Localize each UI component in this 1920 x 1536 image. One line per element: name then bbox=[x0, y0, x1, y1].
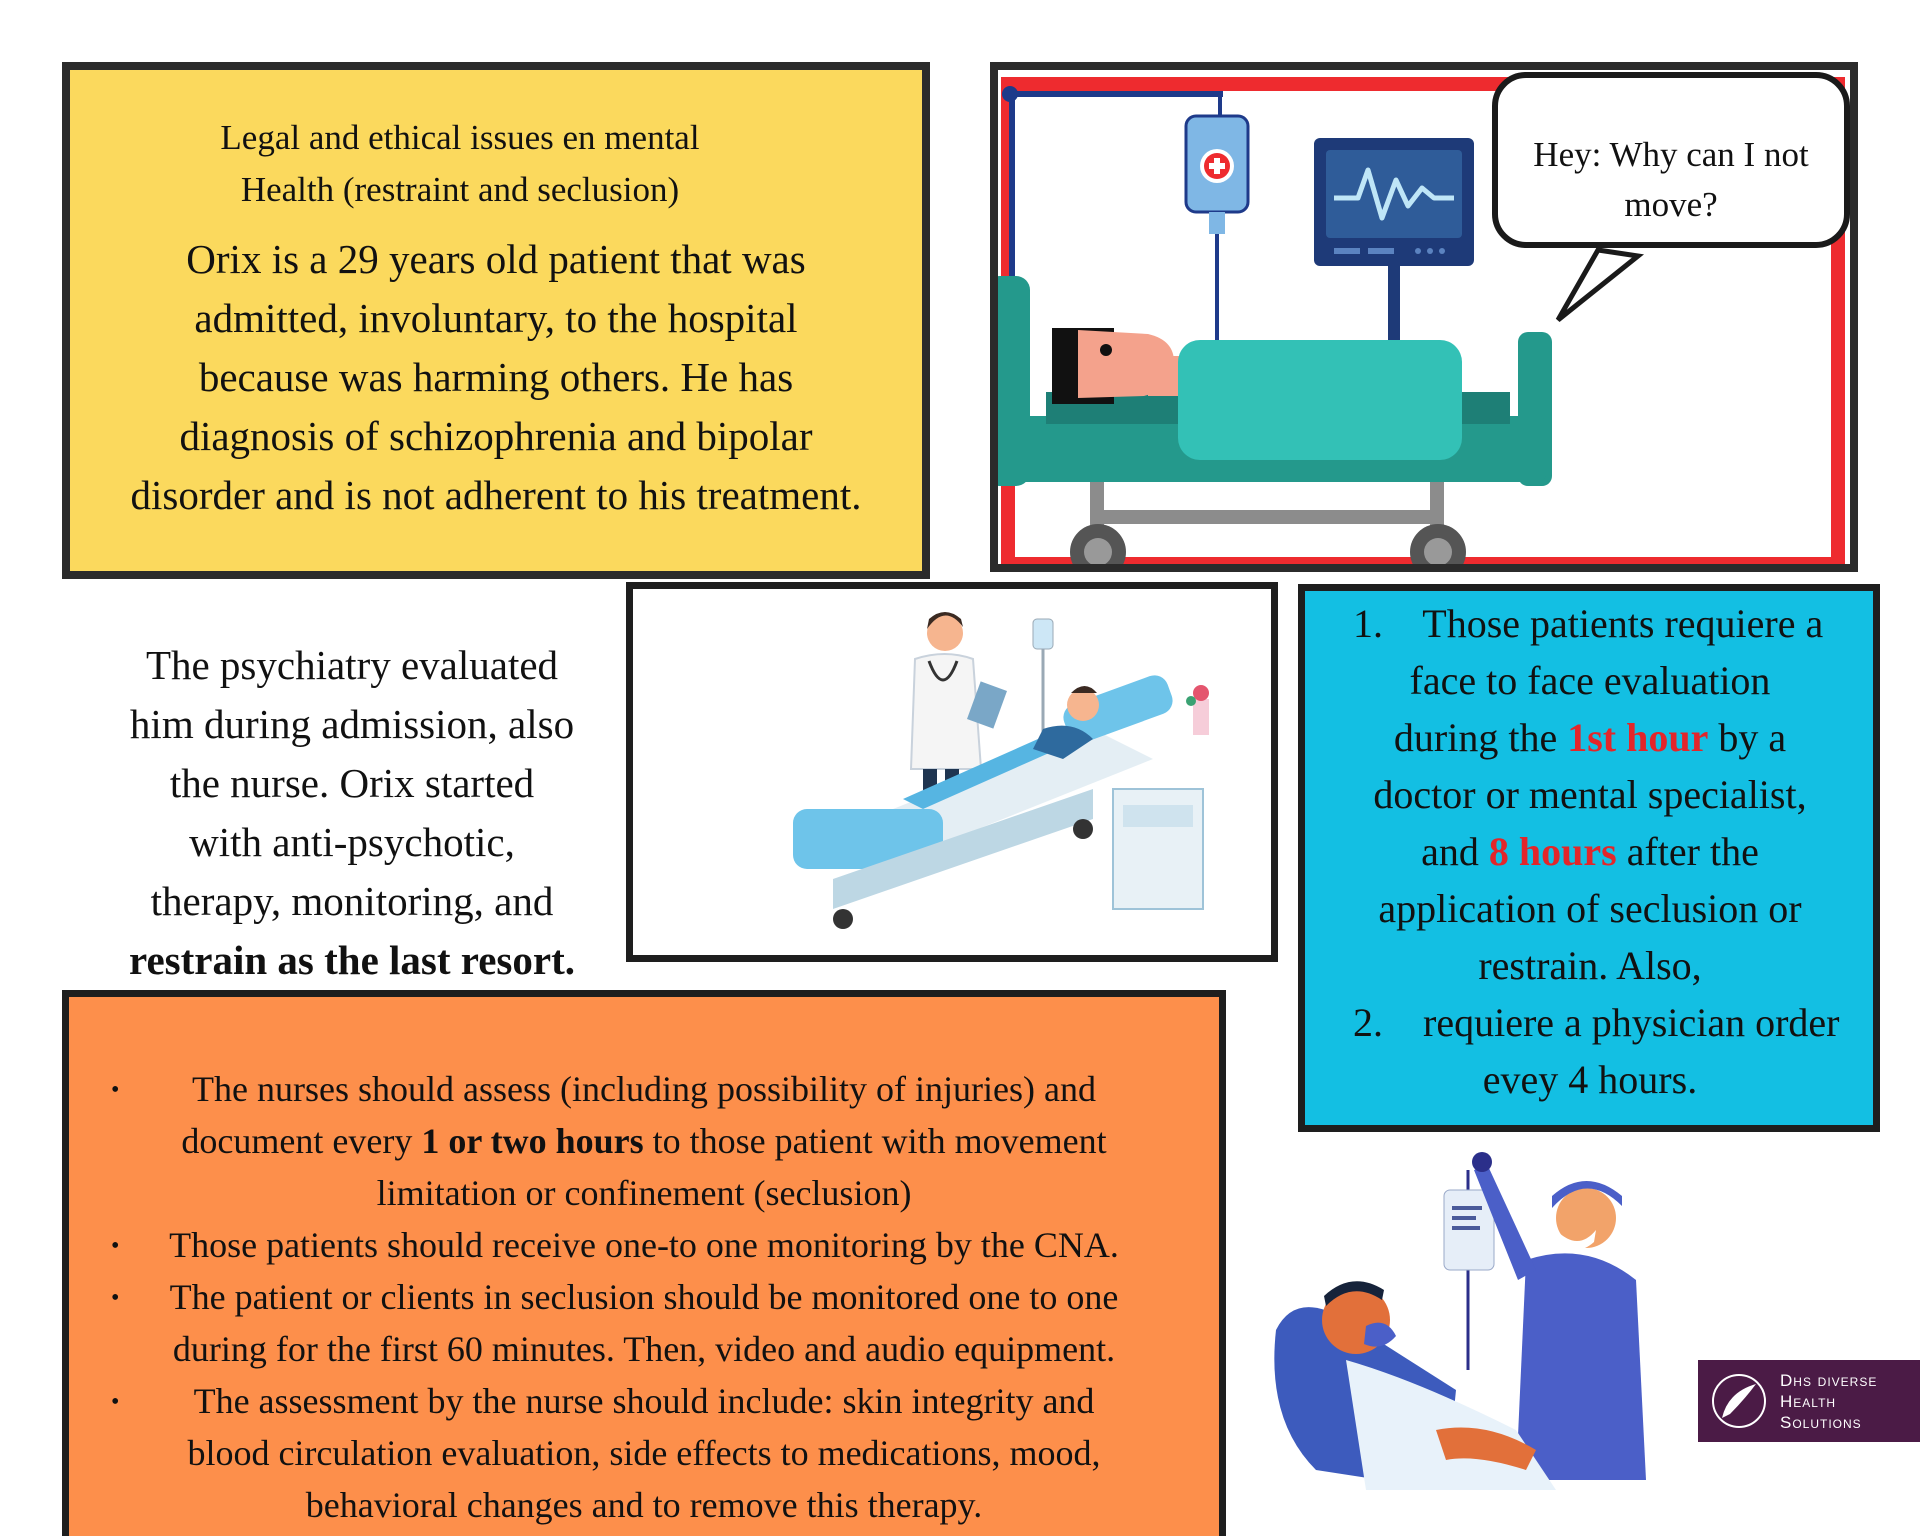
requirement-2-line: evey 4 hours. bbox=[1482, 1057, 1698, 1102]
requirement-2-line: 2. requiere a physician order bbox=[1353, 1000, 1840, 1045]
assessment-content-line: The assessment by the nurse should include: skin integrity and bbox=[193, 1381, 1095, 1421]
list-number-2: 2. bbox=[1353, 1000, 1383, 1045]
case-line: diagnosis of schizophrenia and bipolar bbox=[179, 413, 813, 459]
requirement-1-line: 1. Those patients requiere a bbox=[1353, 601, 1824, 646]
admission-text bbox=[82, 636, 622, 990]
doctor-patient-illustration bbox=[626, 582, 1278, 962]
frequency-highlight: 1 or two hours bbox=[421, 1121, 644, 1161]
case-line: admitted, involuntary, to the hospital bbox=[194, 295, 798, 341]
case-line: because was harming others. He has bbox=[198, 354, 794, 400]
heart-monitor-icon bbox=[1314, 138, 1474, 358]
intro-panel bbox=[62, 62, 930, 579]
requirement-1-line: face to face evaluation bbox=[1409, 658, 1771, 703]
list-number-1: 1. bbox=[1353, 601, 1383, 646]
eight-hours-highlight: 8 hours bbox=[1488, 829, 1617, 874]
admission-line: him during admission, also bbox=[129, 701, 575, 747]
requirement-1-line: and 8 hours after the bbox=[1421, 829, 1759, 874]
admission-line: The psychiatry evaluated bbox=[145, 642, 559, 688]
dhs-logo bbox=[1698, 1360, 1920, 1442]
last-resort-text: restrain as the last resort. bbox=[129, 937, 575, 983]
assessment-content-line: behavioral changes and to remove this therapy. bbox=[305, 1485, 983, 1525]
bullet-icon: • bbox=[111, 1077, 120, 1103]
iv-bag-icon bbox=[1186, 94, 1248, 350]
requirement-1-line: doctor or mental specialist, bbox=[1373, 772, 1807, 817]
seclusion-line: The patient or clients in seclusion should be monitored one to one bbox=[169, 1277, 1119, 1317]
assessment-line: limitation or confinement (seclusion) bbox=[376, 1173, 912, 1213]
admission-line: therapy, monitoring, and bbox=[150, 878, 554, 924]
monitoring-line: Those patients should receive one-to one monitoring by the CNA. bbox=[169, 1225, 1119, 1265]
infographic-title bbox=[70, 112, 850, 216]
nurse-iv-illustration bbox=[1256, 1130, 1676, 1530]
assessment-line: document every 1 or two hours to those patient with movement bbox=[181, 1121, 1107, 1161]
bullet-icon: • bbox=[111, 1285, 120, 1311]
title-line-2: Health (restraint and seclusion) bbox=[240, 170, 680, 209]
assessment-content-line: blood circulation evaluation, side effects to medications, mood, bbox=[187, 1433, 1101, 1473]
assessment-line: The nurses should assess (including possibility of injuries) and bbox=[192, 1069, 1096, 1109]
leaf-logo-icon bbox=[1708, 1370, 1770, 1432]
speech-bubble bbox=[1492, 72, 1850, 248]
speech-line-2: move? bbox=[1624, 185, 1718, 224]
patient-icon bbox=[1274, 1281, 1556, 1490]
title-line-1: Legal and ethical issues en mental bbox=[220, 118, 700, 157]
requirement-1-line: restrain. Also, bbox=[1478, 943, 1702, 988]
requirement-1-line: during the 1st hour by a bbox=[1393, 715, 1787, 760]
case-description bbox=[70, 230, 922, 525]
first-hour-highlight: 1st hour bbox=[1567, 715, 1709, 760]
admission-line: the nurse. Orix started bbox=[169, 760, 535, 806]
bed-icon bbox=[998, 276, 1552, 564]
evaluation-requirements-panel bbox=[1298, 584, 1880, 1132]
requirement-1-line: application of seclusion or bbox=[1378, 886, 1802, 931]
doctor-visit-illustration bbox=[633, 589, 1271, 955]
case-line: disorder and is not adherent to his treatment. bbox=[130, 472, 862, 518]
logo-text: Dhs diverse Health Solutions bbox=[1780, 1371, 1878, 1432]
admission-line: with anti-psychotic, bbox=[189, 819, 515, 865]
bullet-icon: • bbox=[111, 1233, 120, 1259]
speech-line-1: Hey: Why can I not bbox=[1533, 135, 1809, 174]
speech-tail bbox=[1558, 250, 1638, 320]
bullet-icon: • bbox=[111, 1389, 120, 1415]
nursing-assessment-panel bbox=[62, 990, 1226, 1536]
case-line: Orix is a 29 years old patient that was bbox=[186, 236, 806, 282]
seclusion-line: during for the first 60 minutes. Then, video and audio equipment. bbox=[172, 1329, 1116, 1369]
